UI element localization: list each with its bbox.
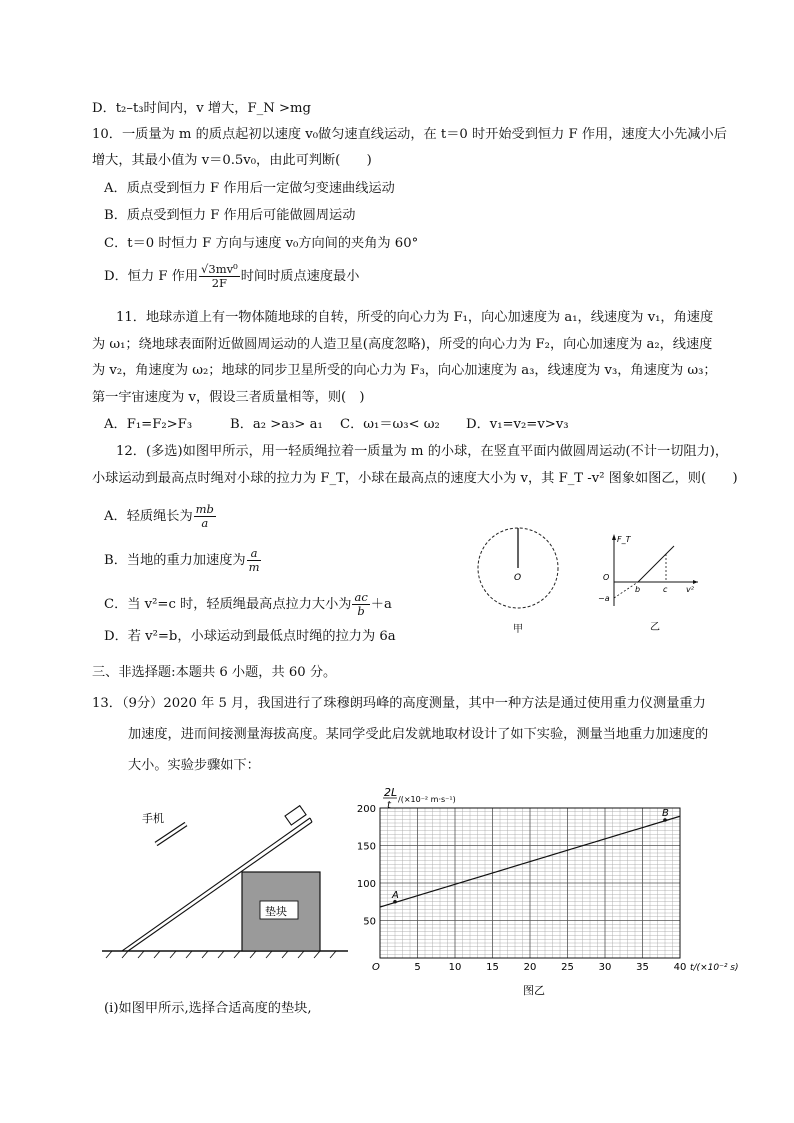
q12-a-fraction <box>194 503 216 530</box>
yi-solid-line <box>638 546 674 582</box>
y-tick-label: 200 <box>356 804 376 815</box>
yi-c-label: c <box>663 585 668 594</box>
phone-label: 手机 <box>142 812 164 825</box>
incline-end <box>310 818 312 822</box>
q11-option-c: C．ω₁＝ω₃< ω₂ <box>340 417 440 432</box>
q13-step-1: (i)如图甲所示,选择合适高度的垫块, <box>104 1001 312 1016</box>
q12-figure-yi <box>590 530 705 640</box>
q10-d-den: 2F <box>211 276 228 290</box>
q11-option-b: B．a₂ >a₃> a₁ <box>230 417 323 432</box>
q12-option-b <box>104 546 262 576</box>
yi-origin: O <box>603 573 610 582</box>
q12-option-a <box>104 502 217 532</box>
x-tick-label: 35 <box>636 962 649 973</box>
graph-ylabel-top: 2L <box>384 786 398 799</box>
slider-box <box>285 806 306 825</box>
q10-option-c: C．t＝0 时恒力 F 方向与速度 v₀方向间的夹角为 60° <box>104 236 419 251</box>
graph-ylabel-bottom: t <box>387 800 391 811</box>
q11-line-2: 为 ω₁；绕地球表面附近做圆周运动的人造卫星(高度忽略)，所受的向心力为 F₂，向心加速度为 a₂，线速度 <box>92 337 713 352</box>
phone-screen <box>156 824 186 844</box>
q12-b-num: a <box>247 547 262 561</box>
block-label: 垫块 <box>265 905 287 918</box>
q11-option-d: D．v₁=v₂=v>v₃ <box>466 417 569 432</box>
q13-graph-yi <box>330 782 745 1000</box>
q12-figure-jia <box>470 520 570 640</box>
q11-line-1: 11．地球赤道上有一物体随地球的自转，所受的向心力为 F₁，向心加速度为 a₁，线速度为 v₁，角速度 <box>116 310 714 325</box>
q10-option-d <box>104 262 359 292</box>
graph-caption: 图乙 <box>523 984 545 997</box>
yi-b-label: b <box>635 585 641 594</box>
q9-option-d: D．t₂–t₃时间内，v 增大，F_N >mg <box>92 101 311 116</box>
q12-line-2: 小球运动到最高点时绳对小球的拉力为 F_T，小球在最高点的速度大小为 v，其 F_T -v² 图象如图乙，则( ) <box>92 471 738 486</box>
section-3-heading: 三、非选择题:本题共 6 小题，共 60 分。 <box>92 665 337 680</box>
yi-x-label: v² <box>686 585 694 594</box>
x-tick-label: 25 <box>561 962 574 973</box>
q12-c-fraction <box>352 591 369 618</box>
q10-d-num: √3mv⁰ <box>201 262 238 276</box>
data-point-label: A <box>392 889 399 901</box>
x-tick-label: 10 <box>448 962 462 973</box>
q12-a-den: a <box>201 516 209 530</box>
q10-d-post: 时间时质点速度最小 <box>240 269 360 284</box>
ground-hatch <box>106 951 336 958</box>
q12-b-pre: B．当地的重力加速度为 <box>104 553 246 568</box>
graph-xlabel: t/(×10⁻² s) <box>690 963 739 973</box>
q12-option-c <box>104 590 392 620</box>
x-tick-label: 15 <box>486 962 499 973</box>
yi-x-arrow <box>693 580 698 584</box>
q12-line-1: 12．(多选)如图甲所示，用一轻质绳拉着一质量为 m 的小球，在竖直平面内做圆周运动(不计一切阻力)， <box>116 444 729 459</box>
yi-y-arrow <box>612 534 616 540</box>
jia-caption: 甲 <box>513 624 523 635</box>
q10-option-b: B．质点受到恒力 F 作用后可能做圆周运动 <box>104 208 356 223</box>
q11-line-3: 为 v₂，角速度为 ω₂；地球的同步卫星所受的向心力为 F₃，向心加速度为 a₃，线速度为 v₃，角速度为 ω₃； <box>92 363 717 378</box>
yi-neg-a: −a <box>598 594 610 603</box>
y-tick-label: 150 <box>356 841 376 853</box>
yi-caption: 乙 <box>650 622 660 633</box>
q10-d-fraction <box>199 263 240 290</box>
q12-b-den: m <box>248 560 260 574</box>
q13-figure-jia <box>98 800 353 960</box>
q12-a-num: mb <box>195 502 214 516</box>
x-tick-label: 5 <box>414 962 421 973</box>
q12-b-fraction <box>247 547 262 574</box>
q13-line-2: 加速度，进而间接测量海拔高度。某同学受此启发就地取材设计了如下实验，测量当地重力加速度的 <box>128 727 709 742</box>
q13-line-3: 大小。实验步骤如下： <box>128 758 260 773</box>
q11-option-a: A．F₁=F₂>F₃ <box>104 417 193 432</box>
graph-yunit: /(×10⁻² m·s⁻¹) <box>398 795 456 804</box>
x-tick-label: 30 <box>598 962 612 973</box>
q12-c-num: ac <box>354 590 368 604</box>
q12-c-pre: C．当 v²=c 时，轻质绳最高点拉力大小为 <box>104 597 352 612</box>
q10-d-pre: D．恒力 F 作用 <box>104 269 199 284</box>
q12-option-d: D．若 v²=b，小球运动到最低点时绳的拉力为 6a <box>104 629 396 644</box>
q12-c-den: b <box>357 604 365 618</box>
data-point-label: B <box>662 808 669 819</box>
y-tick-label: 50 <box>363 916 376 928</box>
q10-stem-2: 增大，其最小值为 v＝0.5v₀，由此可判断( ) <box>92 153 372 168</box>
q11-line-4: 第一宇宙速度为 v，假设三者质量相等，则( ) <box>92 390 365 405</box>
x-tick-label: 40 <box>673 962 687 973</box>
x-tick-label: 20 <box>523 962 537 973</box>
jia-center-label: O <box>514 573 522 583</box>
q10-option-a: A．质点受到恒力 F 作用后一定做匀变速曲线运动 <box>104 181 395 196</box>
yi-y-label: F_T <box>617 535 631 544</box>
graph-origin: O <box>372 962 380 973</box>
q10-stem-1: 10．一质量为 m 的质点起初以速度 v₀做匀速直线运动，在 t＝0 时开始受到恒力 F 作用，速度大小先减小后 <box>92 127 727 142</box>
y-tick-label: 100 <box>356 879 376 890</box>
q12-a-pre: A．轻质绳长为 <box>104 509 193 524</box>
q13-line-1: 13．（9分）2020 年 5 月，我国进行了珠穆朗玛峰的高度测量，其中一种方法是通过使用重力仪测量重力 <box>92 696 706 711</box>
q12-c-post: ＋a <box>370 597 392 612</box>
